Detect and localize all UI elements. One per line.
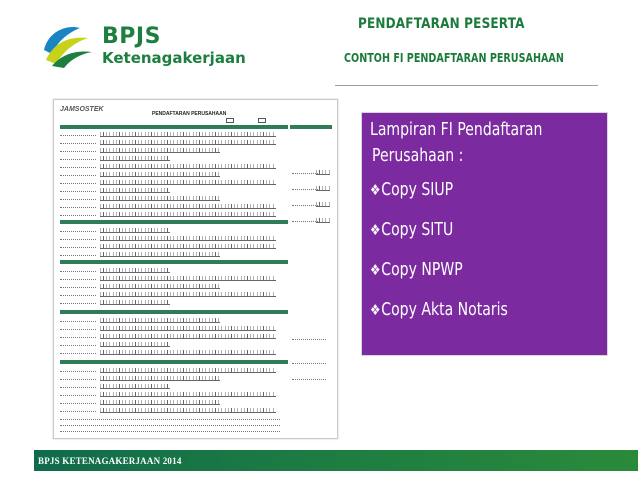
bpjs-leaf-logo-icon xyxy=(40,20,96,68)
form-section-band xyxy=(60,360,288,364)
form-field-label xyxy=(60,292,96,296)
brand-name: BPJS xyxy=(102,24,161,49)
form-field-cells xyxy=(100,300,170,305)
form-field-label xyxy=(60,268,96,272)
diamond-bullet-icon: ❖ xyxy=(370,261,381,279)
form-note-line xyxy=(60,428,280,432)
form-field-label xyxy=(60,318,96,322)
form-field-label xyxy=(60,196,96,200)
form-field-label xyxy=(60,342,96,346)
form-side-cells xyxy=(316,202,330,207)
form-field-cells xyxy=(100,148,220,153)
form-field-cells xyxy=(100,212,276,217)
form-field-cells xyxy=(100,252,220,257)
form-field-cells xyxy=(100,172,220,177)
form-field-label xyxy=(60,188,96,192)
form-field-label xyxy=(60,164,96,168)
form-field-cells xyxy=(100,368,276,373)
form-field-cells xyxy=(100,180,276,185)
form-field-cells xyxy=(100,268,170,273)
form-checkbox xyxy=(258,118,266,123)
form-field-cells xyxy=(100,326,276,331)
form-field-label xyxy=(60,276,96,280)
form-field-cells xyxy=(100,376,220,381)
form-field-cells xyxy=(100,334,276,339)
form-side-cells xyxy=(316,170,330,175)
form-field-label xyxy=(60,350,96,354)
form-field-cells xyxy=(100,392,276,397)
form-side-label xyxy=(292,336,326,340)
form-side-label xyxy=(292,186,318,190)
form-logo: JAMSOSTEK xyxy=(60,106,104,113)
callout-item xyxy=(370,219,453,240)
form-field-cells xyxy=(100,236,276,241)
callout-item-label: Copy SIUP xyxy=(381,179,454,200)
callout-item xyxy=(370,259,463,280)
form-field-label xyxy=(60,284,96,288)
brand-subname: Ketenagakerjaan xyxy=(102,49,246,67)
form-thumbnail xyxy=(53,99,338,439)
form-field-label xyxy=(60,204,96,208)
form-side-cells xyxy=(316,218,330,223)
form-field-cells xyxy=(100,276,276,281)
form-note-line xyxy=(60,416,280,420)
form-section-band xyxy=(60,220,288,224)
form-field-cells xyxy=(100,318,220,323)
form-field-label xyxy=(60,408,96,412)
bpjs-logo xyxy=(40,20,246,68)
callout-item xyxy=(370,179,453,200)
callout-title: Lampiran FI Pendaftaran xyxy=(370,119,543,140)
form-field-cells xyxy=(100,408,276,413)
form-field-cells xyxy=(100,204,276,209)
form-field-cells xyxy=(100,196,220,201)
form-field-label xyxy=(60,212,96,216)
form-field-cells xyxy=(100,188,170,193)
form-side-label xyxy=(292,202,318,206)
form-field-label xyxy=(60,376,96,380)
form-field-label xyxy=(60,392,96,396)
footer-bar xyxy=(34,450,638,471)
form-field-label xyxy=(60,132,96,136)
form-field-label xyxy=(60,236,96,240)
form-field-label xyxy=(60,140,96,144)
form-field-cells xyxy=(100,140,276,145)
form-field-cells xyxy=(100,284,220,289)
form-field-cells xyxy=(100,228,170,233)
form-side-label xyxy=(292,376,326,380)
callout-item xyxy=(370,299,508,320)
form-section-band xyxy=(290,125,332,129)
form-field-cells xyxy=(100,400,220,405)
form-checkbox xyxy=(226,118,234,123)
diamond-bullet-icon: ❖ xyxy=(370,221,381,239)
form-field-label xyxy=(60,148,96,152)
form-field-cells xyxy=(100,244,276,249)
form-field-label xyxy=(60,156,96,160)
form-section-band xyxy=(60,125,288,129)
callout-item-label: Copy Akta Notaris xyxy=(381,299,508,320)
form-title: PENDAFTARAN PERUSAHAAN xyxy=(152,111,227,117)
form-section-band xyxy=(60,310,288,314)
diamond-bullet-icon: ❖ xyxy=(370,181,381,199)
form-side-cells xyxy=(316,186,330,191)
form-section-band xyxy=(60,260,288,264)
form-field-label xyxy=(60,384,96,388)
form-field-label xyxy=(60,172,96,176)
form-field-cells xyxy=(100,164,276,169)
form-field-cells xyxy=(100,292,276,297)
attachments-callout xyxy=(361,112,608,356)
form-field-label xyxy=(60,326,96,330)
callout-item-label: Copy SITU xyxy=(381,219,454,240)
form-field-cells xyxy=(100,156,170,161)
footer-text: BPJS KETENAGAKERJAAN 2014 xyxy=(38,456,182,466)
diamond-bullet-icon: ❖ xyxy=(370,301,381,319)
form-field-cells xyxy=(100,350,276,355)
slide-title: PENDAFTARAN PESERTA xyxy=(358,16,525,32)
form-field-cells xyxy=(100,132,276,137)
form-field-label xyxy=(60,244,96,248)
form-field-label xyxy=(60,252,96,256)
form-field-label xyxy=(60,368,96,372)
header-divider xyxy=(335,85,598,86)
form-field-label xyxy=(60,400,96,404)
form-field-label xyxy=(60,334,96,338)
callout-title-continued: Perusahaan : xyxy=(372,145,464,166)
slide-subtitle: CONTOH FI PENDAFTARAN PERUSAHAAN xyxy=(344,51,564,65)
callout-item-label: Copy NPWP xyxy=(381,259,463,280)
form-field-cells xyxy=(100,384,170,389)
form-field-cells xyxy=(100,342,170,347)
form-note-line xyxy=(60,422,280,426)
form-side-label xyxy=(292,170,318,174)
form-side-label xyxy=(292,218,318,222)
form-field-label xyxy=(60,300,96,304)
form-field-label xyxy=(60,228,96,232)
form-side-label xyxy=(292,360,326,364)
form-field-label xyxy=(60,180,96,184)
